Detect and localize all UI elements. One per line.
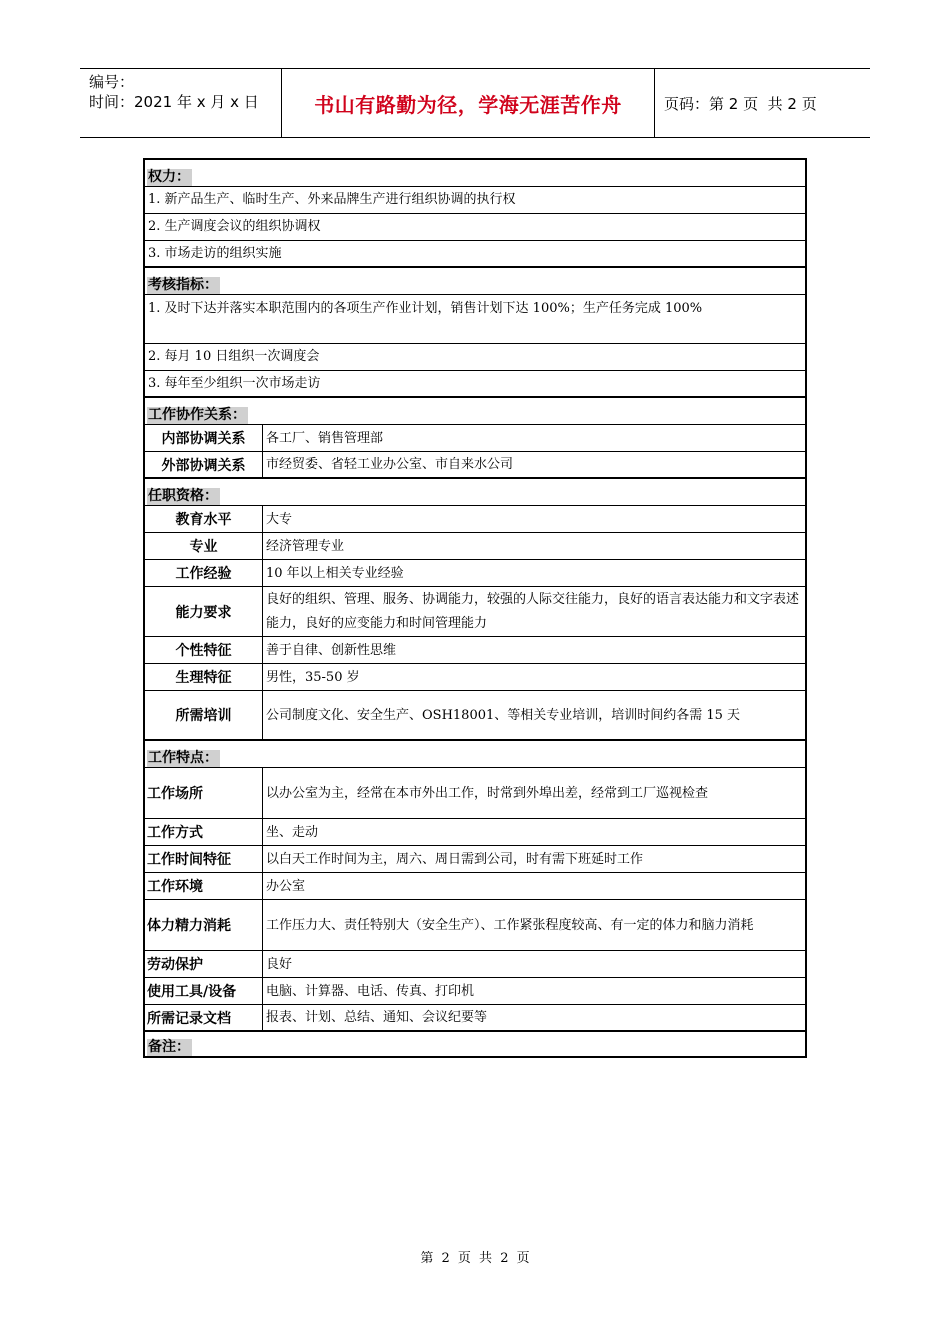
kpi-item [145,371,805,398]
power-item-text: 2. 生产调度会议的组织协调权 [148,219,321,234]
relations-value: 各工厂、销售管理部 [266,430,384,446]
features-value: 良好 [266,956,293,972]
qualification-label: 所需培训 [145,691,263,739]
features-row [145,873,805,900]
relations-label: 内部协调关系 [145,425,263,451]
power-item [145,187,805,214]
header-page-info: 页码：第 2 页 共 2 页 [664,94,817,113]
features-label: 使用工具/设备 [145,978,263,1004]
kpi-item-text: 2. 每月 10 日组织一次调度会 [148,349,320,364]
section-title-kpi: 考核指标： [148,277,218,293]
features-label: 所需记录文档 [145,1005,263,1030]
kpi-item-text: 1. 及时下达并落实本职范围内的各项生产作业计划，销售计划下达 100%；生产任务完成 100% [148,301,703,316]
section-title-relations: 工作协作关系： [148,407,246,423]
features-row [145,1005,805,1032]
section-header-kpi [145,268,805,295]
section-header-power [145,160,805,187]
section-header-remarks [145,1032,805,1056]
qualification-label: 个性特征 [145,637,263,663]
features-row [145,951,805,978]
features-value: 以办公室为主，经常在本市外出工作，时常到外埠出差，经常到工厂巡视检查 [266,785,709,801]
kpi-item-text: 3. 每年至少组织一次市场走访 [148,376,321,391]
qualification-value: 大专 [266,511,293,527]
document-date: 时间：2021 年 x 月 x 日 [89,93,259,111]
power-item [145,214,805,241]
qualification-label: 教育水平 [145,506,263,532]
features-label: 劳动保护 [145,951,263,977]
features-row [145,846,805,873]
features-label: 工作环境 [145,873,263,899]
kpi-item [145,344,805,371]
features-value: 坐、走动 [266,824,319,840]
relations-row [145,452,805,479]
section-header-features [145,741,805,768]
features-label: 体力精力消耗 [145,900,263,950]
kpi-item [145,295,805,344]
qualification-label: 专业 [145,533,263,559]
features-row [145,900,805,951]
qualification-row [145,533,805,560]
power-item-text: 1. 新产品生产、临时生产、外来品牌生产进行组织协调的执行权 [148,192,516,207]
qualification-label: 工作经验 [145,560,263,586]
qualification-label: 生理特征 [145,664,263,690]
qualification-row [145,560,805,587]
features-value: 办公室 [266,878,306,894]
qualification-label: 能力要求 [145,587,263,636]
qualification-value: 男性，35-50 岁 [266,669,360,685]
section-title-remarks: 备注： [148,1039,190,1055]
section-title-power: 权力： [148,169,190,185]
qualification-row [145,664,805,691]
features-row [145,819,805,846]
page-footer: 第 2 页 共 2 页 [420,1251,530,1266]
section-title-features: 工作特点： [148,750,218,766]
qualification-row [145,691,805,741]
document-number-label: 编号： [89,73,135,91]
relations-row [145,425,805,452]
job-description-form [143,158,807,1058]
qualification-row [145,506,805,533]
page-header [80,68,870,138]
qualification-row [145,637,805,664]
features-label: 工作方式 [145,819,263,845]
header-meta [80,69,282,137]
qualification-value: 经济管理专业 [266,538,345,554]
relations-label: 外部协调关系 [145,452,263,477]
section-header-relations [145,398,805,425]
features-value: 以白天工作时间为主，周六、周日需到公司，时有需下班延时工作 [266,851,644,867]
qualification-value: 公司制度文化、安全生产、OSH18001、等相关专业培训，培训时间约各需 15 天 [266,707,741,723]
features-value: 报表、计划、总结、通知、会议纪要等 [266,1010,488,1025]
features-label: 工作时间特征 [145,846,263,872]
qualification-value: 10 年以上相关专业经验 [266,565,404,581]
relations-value: 市经贸委、省轻工业办公室、市自来水公司 [266,457,514,472]
qualification-row [145,587,805,637]
qualification-value: 善于自律、创新性思维 [266,642,397,658]
power-item [145,241,805,268]
header-motto: 书山有路勤为径，学海无涯苦作舟 [282,69,655,137]
power-item-text: 3. 市场走访的组织实施 [148,246,282,261]
qualification-value: 良好的组织、管理、服务、协调能力，较强的人际交往能力，良好的语言表达能力和文字表述能力，良好的应变能力和时间管理能力 [266,592,800,631]
section-header-qualification [145,479,805,506]
features-row [145,978,805,1005]
features-label: 工作场所 [145,768,263,818]
features-value: 电脑、计算器、电话、传真、打印机 [266,983,475,999]
features-row [145,768,805,819]
section-title-qualification: 任职资格： [148,488,218,504]
features-value: 工作压力大、责任特别大（安全生产）、工作紧张程度较高、有一定的体力和脑力消耗 [266,917,754,933]
